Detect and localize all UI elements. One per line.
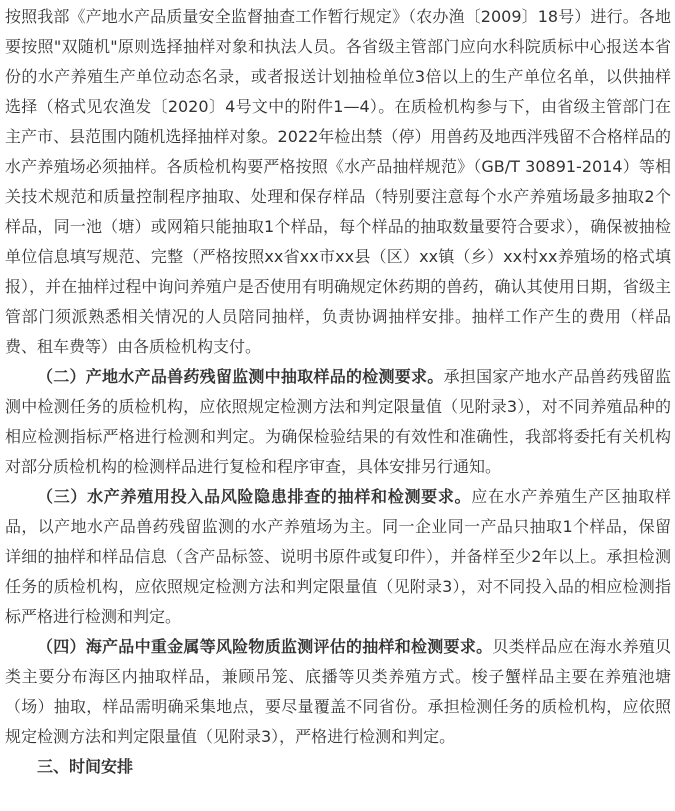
paragraph-input-risk-screening xyxy=(5,482,671,632)
paragraph-veterinary-drug-testing xyxy=(5,362,671,482)
paragraph-input-risk-screening-body: 应在水产养殖生产区抽取样品，以产地水产品兽药残留监测的水产养殖场为主。同一企业同一产品只抽取1个样品，保留详细的抽样和样品信息（含产品标签、说明书原件或复印件），并备样至少2年以上。承担检测任务的质检机构，应依照规定检测方法和判定限量值（见附录3），对不同投入品的相应检测指标严格进行检测和判定。 xyxy=(5,487,671,626)
subheading-input-risk-screening: （三）水产养殖用投入品风险隐患排查的抽样和检测要求。 xyxy=(37,487,472,506)
section-heading-schedule: 三、时间安排 xyxy=(37,757,134,776)
paragraph-heavy-metal-monitoring xyxy=(5,632,671,752)
document-body xyxy=(5,0,671,782)
paragraph-heavy-metal-monitoring-body: 贝类样品应在海水养殖贝类主要分布海区内抽取样品，兼顾吊笼、底播等贝类养殖方式。梭子蟹样品主要在养殖池塘（场）抽取，样品需明确采集地点，要尽量覆盖不同省份。承担检测任务的质检机构，应依照规定检测方法和判定限量值（见附录3），严格进行检测和判定。 xyxy=(5,637,671,746)
paragraph-veterinary-drug-testing-body: 承担国家产地水产品兽药残留监测中检测任务的质检机构，应依照规定检测方法和判定限量值（见附录3），对不同养殖品种的相应检测指标严格进行检测和判定。为确保检验结果的有效性和准确性，我部将委托有关机构对部分质检机构的检测样品进行复检和程序审查，具体安排另行通知。 xyxy=(5,367,671,476)
paragraph-sampling-procedure: 按照我部《产地水产品质量安全监督抽查工作暂行规定》（农办渔〔2009〕18号）进行。各地要按照"双随机"原则选择抽样对象和执法人员。各省级主管部门应向水科院质标中心报送本省份的水产养殖生产单位动态名录，或者报送计划抽检单位3倍以上的生产单位名单，以供抽样选择（格式见农渔发〔2020〕4号文中的附件1—4）。在质检机构参与下，由省级主管部门在主产市、县范围内随机选择抽样对象。2022年检出禁（停）用兽药及地西泮残留不合格样品的水产养殖场必须抽样。各质检机构要严格按照《水产品抽样规范》（GB/T 30891-2014）等相关技术规范和质量控制程序抽取、处理和保存样品（特别要注意每个水产养殖场最多抽取2个样品，同一池（塘）或网箱只能抽取1个样品，每个样品的抽取数量要符合要求），确保被抽检单位信息填写规范、完整（严格按照xx省xx市xx县（区）xx镇（乡）xx村xx养殖场的格式填报），并在抽样过程中询问养殖户是否使用有明确规定休药期的兽药，确认其使用日期，省级主管部门须派熟悉相关情况的人员陪同抽样，负责协调抽样安排。抽样工作产生的费用（样品费、租车费等）由各质检机构支付。 xyxy=(5,7,671,356)
subheading-heavy-metal-monitoring: （四）海产品中重金属等风险物质监测评估的抽样和检测要求。 xyxy=(37,637,493,656)
subheading-veterinary-drug-testing: （二）产地水产品兽药残留监测中抽取样品的检测要求。 xyxy=(37,367,444,386)
